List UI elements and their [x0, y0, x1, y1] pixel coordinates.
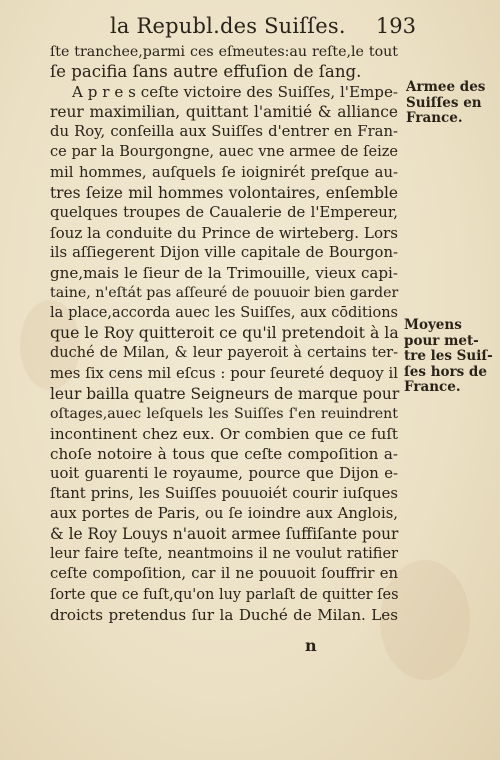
text-line: oſtages,auec leſquels les Suiſſes ſ'en reuindrent [50, 405, 398, 422]
body-text [50, 42, 398, 625]
text-line: incontinent chez eux. Or combien que ce fuſt [50, 424, 398, 443]
text-line: leur faire teſte, neantmoins il ne voulut ratifier [50, 546, 398, 563]
text-line: aux portes de Paris, ou ſe ioindre aux Anglois, [50, 505, 398, 523]
text-line: & le Roy Louys n'auoit armee ſuffiſante pour [50, 525, 399, 544]
margin-note-line: pour met- [404, 332, 479, 349]
catchword: n [305, 636, 317, 655]
text-line: tres ſeize mil hommes volontaires, enſemble [50, 183, 398, 202]
text-line: ſouz la conduite du Prince de wirteberg. Lors [50, 223, 398, 242]
margin-note-line: Armee des [406, 79, 486, 95]
text-line: leur bailla quatre Seigneurs de marque pour [50, 384, 400, 403]
text-line: ſorte que ce fuſt,qu'on luy parlaſt de quitter ſes [50, 586, 399, 603]
text-line: ils aſſiegerent Dijon ville capitale de Bourgon- [50, 243, 398, 261]
margin-note [404, 318, 493, 396]
text-line: du Roy, conſeilla aux Suiſſes d'entrer en Fran- [50, 123, 398, 141]
margin-note [406, 80, 485, 127]
text-line: gne,mais le ſieur de la Trimouille, vieux capi- [50, 264, 398, 283]
page-number: 193 [375, 14, 416, 38]
margin-note-line: Suiſſes en [406, 94, 482, 111]
text-line: que le Roy quitteroit ce qu'il pretendoit à la [50, 323, 399, 343]
running-head [50, 14, 416, 40]
text-line: mes ſix cens mil eſcus : pour ſeureté dequoy il [50, 364, 398, 382]
margin-note-line: tre les Suiſ- [404, 348, 493, 364]
text-line: droicts pretendus ſur la Duché de Milan. Les [50, 605, 398, 624]
margin-note-line: Moyens [404, 317, 462, 333]
margin-note-line: France. [404, 379, 461, 395]
text-line: mil hommes, auſquels ſe ioignirét preſque au- [50, 163, 398, 181]
text-line: uoit guarenti le royaume, pource que Dijon e- [50, 464, 398, 482]
text-line: A p r e s ceſte victoire des Suiſſes, l'Empe- [72, 83, 398, 102]
text-line: reur maximilian, quittant l'amitié & alliance [50, 103, 398, 122]
text-line: taine, n'eſtát pas aſſeuré de pouuoir bien garder [50, 285, 399, 302]
text-line: quelques troupes de Caualerie de l'Empereur, [50, 203, 398, 221]
text-line: duché de Milan, & leur payeroit à certains ter- [50, 345, 398, 362]
running-head-title: la Republ.des Suiſſes. [110, 14, 346, 38]
text-line: ceſte compoſition, car il ne pouuoit ſouffrir en [50, 565, 398, 583]
text-line: la place,accorda auec les Suiſſes, aux cōditions [50, 305, 398, 322]
text-line: ſtant prins, les Suiſſes pouuoiét courir iuſques [50, 485, 398, 503]
text-line: choſe notoire à tous que ceſte compoſition a- [50, 444, 398, 463]
text-line: ſte tranchee,parmi ces eſmeutes:au reſte,le tout [50, 44, 398, 60]
text-line: ſe pacifia ſans autre effuſion de ſang. [50, 62, 362, 82]
margin-note-line: France. [406, 110, 463, 126]
text-line: ce par la Bourgongne, auec vne armee de ſeize [50, 144, 398, 161]
margin-note-line: ſes hors de [404, 363, 487, 380]
